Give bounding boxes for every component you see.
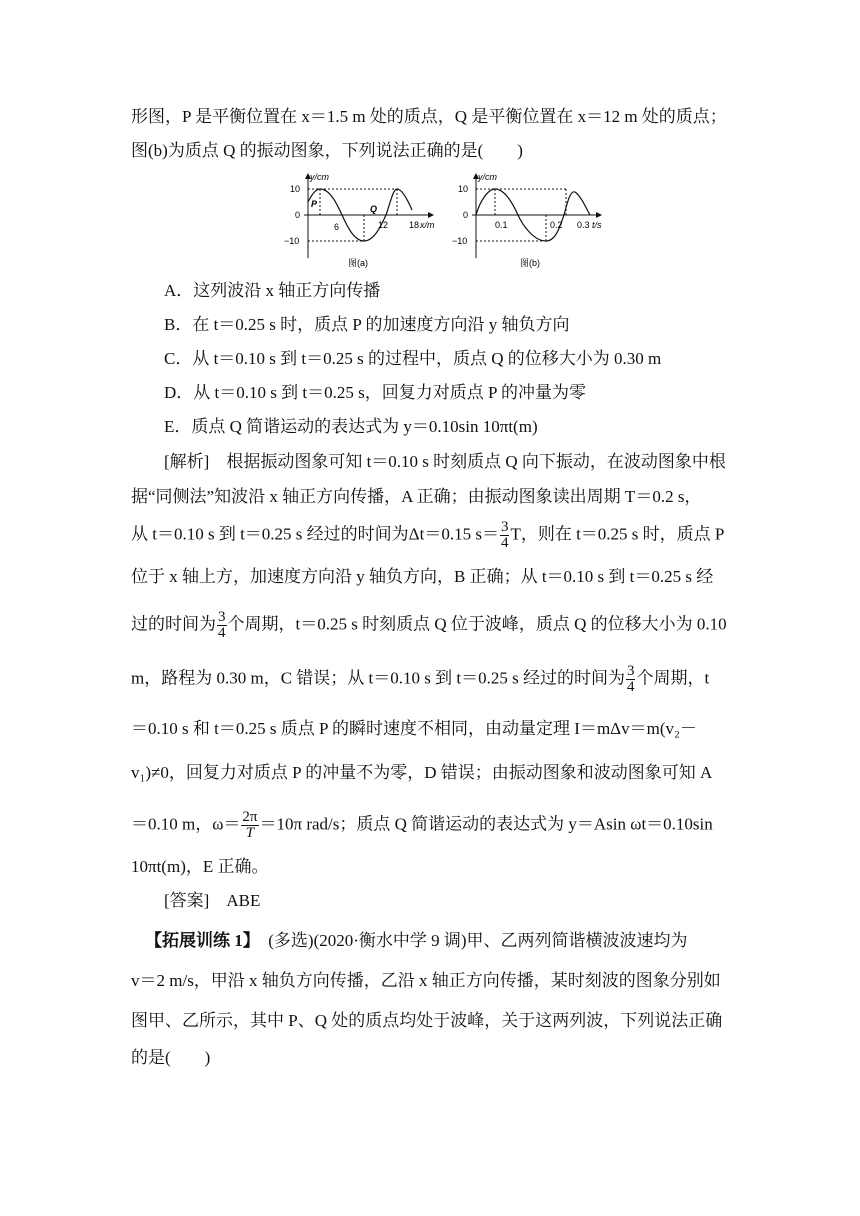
- figure-b-vibration-graph: [450, 170, 612, 270]
- fraction-numerator: 3: [500, 519, 509, 535]
- option-d: D．从 t＝0.10 s 到 t＝0.25 s，回复力对质点 P 的冲量为零: [164, 383, 587, 402]
- analysis-line-2: 据“同侧法”知波沿 x 轴正方向传播，A 正确；由振动图象读出周期 T＝0.2 s，: [131, 487, 702, 506]
- figure-b-caption: 图(b): [520, 258, 540, 268]
- option-e: E．质点 Q 简谐运动的表达式为 y＝0.10sin 10πt(m): [164, 417, 538, 436]
- figure-a-point-q: Q: [370, 204, 378, 214]
- question-line-2: 图(b)为质点 Q 的振动图象，下列说法正确的是( ): [131, 141, 523, 160]
- option-a: A．这列波沿 x 轴正方向传播: [164, 281, 381, 300]
- fraction-numerator: 3: [626, 663, 635, 679]
- analysis-line-6-text-a: m，路程为 0.30 m，C 错误；从 t＝0.10 s 到 t＝0.25 s 经过的时间为: [131, 668, 625, 688]
- figure-a-xtick-6: 6: [334, 222, 340, 232]
- question-line-1: 形图，P 是平衡位置在 x＝1.5 m 处的质点，Q 是平衡位置在 x＝12 m 处的质点；: [131, 107, 727, 126]
- figure-a-xlabel: x/m: [420, 220, 435, 230]
- figure-b-ytick-top: 10: [458, 184, 469, 194]
- figure-a-xtick-12: 12: [378, 220, 389, 230]
- figure-a-ytick-zero: 0: [295, 210, 301, 220]
- fraction-denominator: 4: [218, 625, 226, 641]
- figure-b-ylabel: y/cm: [478, 172, 497, 182]
- fraction-denominator: 4: [626, 679, 635, 695]
- analysis-line-6: [131, 664, 709, 695]
- analysis-line-8: v₁)≠0，回复力对质点 P 的冲量不为零，D 错误；由振动图象和波动图象可知 A: [131, 763, 713, 782]
- analysis-line-7: ＝0.10 s 和 t＝0.25 s 质点 P 的瞬时速度不相同，由动量定理 I＝mΔv＝m(v₂－: [131, 719, 697, 738]
- fraction-three-quarters: [217, 610, 227, 641]
- analysis-line-10: 10πt(m)，E 正确。: [131, 857, 269, 876]
- analysis-line-9: [131, 810, 713, 841]
- analysis-line-9-text-b: ＝10π rad/s；质点 Q 简谐运动的表达式为 y＝Asin ωt＝0.10sin: [259, 814, 713, 834]
- analysis-line-5: [131, 610, 727, 641]
- extension-line-2: v＝2 m/s，甲沿 x 轴负方向传播，乙沿 x 轴正方向传播，某时刻波的图象分别如: [131, 971, 721, 990]
- figure-b-xtick-0-1: 0.1: [495, 220, 508, 230]
- answer-line: [答案] ABE: [164, 891, 261, 910]
- option-c: C．从 t＝0.10 s 到 t＝0.25 s 的过程中，质点 Q 的位移大小为 0.30 m: [164, 349, 662, 368]
- fraction-three-quarters: [500, 520, 510, 551]
- fraction-denominator: 4: [500, 535, 509, 551]
- figure-b-xtick-0-3: 0.3: [577, 220, 590, 230]
- omega-denominator: T: [245, 825, 255, 841]
- fraction-numerator: 3: [218, 609, 226, 625]
- extension-label: 【拓展训练 1】: [145, 931, 252, 950]
- analysis-line-6-text-b: 个周期，t: [636, 668, 710, 688]
- extension-line-4: 的是( ): [131, 1048, 211, 1067]
- fraction-three-quarters: [626, 664, 636, 695]
- extension-line-1-text: (多选)(2020·衡水中学 9 调)甲、乙两列简谐横波波速均为: [251, 931, 688, 950]
- analysis-line-3-text-a: 从 t＝0.10 s 到 t＝0.25 s 经过的时间为Δt＝0.15 s＝: [131, 524, 499, 544]
- analysis-line-5-text-a: 过的时间为: [131, 614, 216, 634]
- extension-line-1: [145, 930, 688, 952]
- figure-a-wave-graph: [282, 170, 444, 270]
- omega-numerator: 2π: [242, 809, 258, 825]
- analysis-line-9-text-a: ＝0.10 m，ω＝: [131, 814, 241, 834]
- analysis-line-4: 位于 x 轴上方，加速度方向沿 y 轴负方向，B 正确；从 t＝0.10 s 到 t＝0.25 s 经: [131, 567, 714, 586]
- figure-b-ytick-bottom: −10: [452, 236, 468, 246]
- analysis-line-1: [解析] 根据振动图象可知 t＝0.10 s 时刻质点 Q 向下振动，在波动图象中根: [164, 452, 726, 471]
- figure-b-xlabel: t/s: [592, 220, 602, 230]
- analysis-line-3-text-b: T，则在 t＝0.25 s 时，质点 P: [510, 524, 725, 544]
- figure-a-xtick-18: 18: [409, 220, 420, 230]
- analysis-line-3: [131, 520, 724, 551]
- analysis-line-5-text-b: 个周期，t＝0.25 s 时刻质点 Q 位于波峰，质点 Q 的位移大小为 0.10: [227, 614, 727, 634]
- extension-line-3: 图甲、乙所示，其中 P、Q 处的质点均处于波峰，关于这两列波，下列说法正确: [131, 1011, 723, 1030]
- figure-a-point-p: P: [311, 199, 318, 209]
- figure-a-ytick-top: 10: [290, 184, 301, 194]
- figure-a-caption: 图(a): [348, 258, 368, 268]
- figure-a-ytick-bottom: −10: [284, 236, 300, 246]
- option-b: B．在 t＝0.25 s 时，质点 P 的加速度方向沿 y 轴负方向: [164, 315, 570, 334]
- figure-b-ytick-zero: 0: [463, 210, 469, 220]
- figure-a-ylabel: y/cm: [310, 172, 329, 182]
- figure-b-xtick-0-2: 0.2: [550, 220, 563, 230]
- fraction-omega: [241, 810, 258, 841]
